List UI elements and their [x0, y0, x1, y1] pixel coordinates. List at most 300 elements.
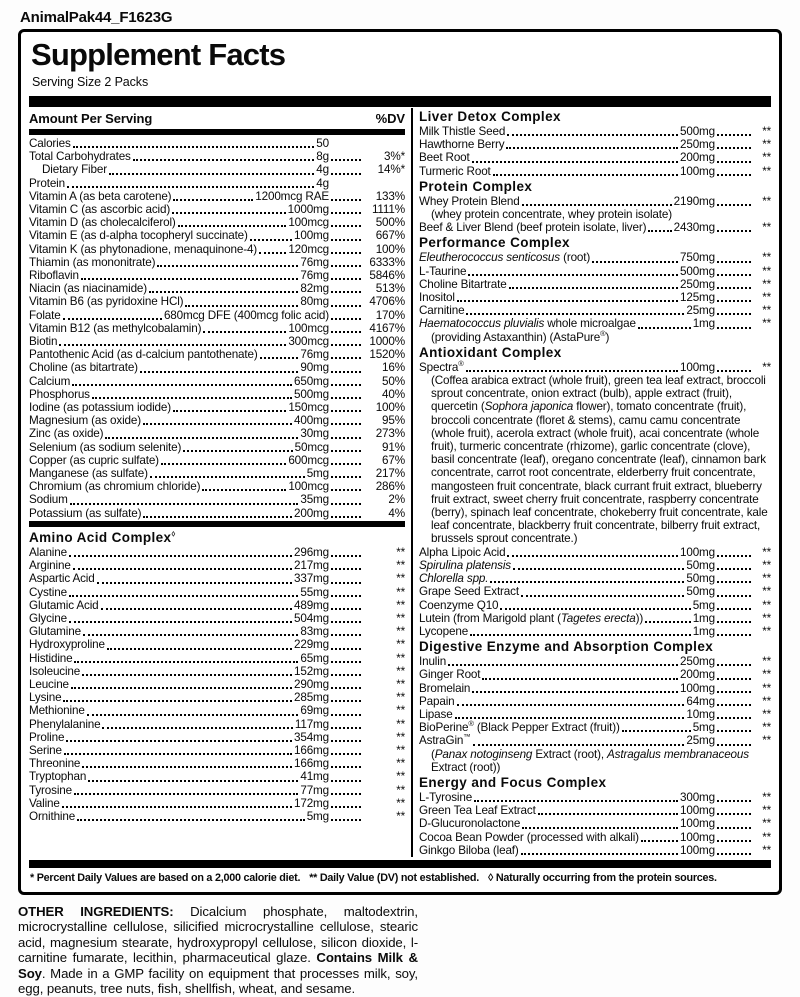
nutrient-name — [419, 221, 646, 234]
dot-leader — [331, 450, 361, 452]
nutrient-dv: 6333% — [369, 255, 405, 269]
nutrient-dv: ** — [762, 277, 771, 291]
dot-leader — [506, 147, 678, 149]
row-choline-bitartrate — [419, 278, 771, 291]
dot-leader — [183, 450, 292, 452]
row-alpha-lipoic-acid — [419, 546, 771, 559]
nutrient-amount: 489mg — [294, 598, 329, 612]
text-part: Vitamin A (as beta carotene) — [29, 189, 172, 203]
nutrient-dv: ** — [396, 691, 405, 705]
nutrient-name — [419, 708, 453, 721]
dot-leader — [107, 648, 292, 650]
nutrient-amount: 290mg — [294, 677, 329, 691]
nutrient-name — [29, 625, 81, 638]
text-part: Lipase — [419, 707, 453, 721]
nutrient-amount: 150mcg — [288, 401, 329, 415]
dot-leader — [717, 800, 751, 802]
text-part: Total Carbohydrates — [29, 150, 131, 164]
row-folate — [29, 309, 405, 322]
nutrient-name — [29, 638, 105, 651]
dot-leader — [331, 199, 361, 201]
nutrient-dv: ** — [762, 558, 771, 572]
nutrient-name — [29, 480, 200, 493]
text-part: Proline — [29, 730, 65, 744]
nutrient-amount: 2190mg — [673, 194, 715, 208]
text-part: Thiamin (as mononitrate) — [29, 255, 156, 269]
nutrient-amount: 250mg — [680, 277, 715, 291]
dot-leader — [622, 730, 691, 732]
text-part: Lysine — [29, 691, 62, 705]
divider-bar-footnote — [29, 860, 771, 868]
nutrient-dv: ** — [762, 545, 771, 559]
nutrient-name — [29, 559, 71, 572]
text-part: Inositol — [419, 291, 455, 305]
nutrient-dv: ** — [396, 611, 405, 625]
dot-leader — [522, 204, 672, 206]
dot-leader — [331, 239, 361, 241]
nutrient-dv: ** — [762, 251, 771, 265]
nutrient-dv: 14%* — [377, 163, 405, 177]
row-alanine — [29, 546, 405, 559]
text-part: Biotin — [29, 335, 58, 349]
text-part: Eleutherococcus senticosus — [419, 251, 560, 265]
text-part: Contains Milk & Soy — [18, 950, 418, 981]
row-phosphorus — [29, 388, 405, 401]
nutrient-dv: ** — [762, 194, 771, 208]
nutrient-amount: 2430mg — [673, 221, 715, 235]
dot-leader — [140, 371, 298, 373]
nutrient-name — [29, 731, 64, 744]
dot-leader — [331, 212, 361, 214]
nutrient-dv: ** — [396, 704, 405, 718]
dot-leader — [203, 331, 286, 333]
nutrient-dv: ** — [762, 572, 771, 586]
text-part: Whey Protein Blend — [419, 194, 520, 208]
nutrient-name — [419, 251, 590, 264]
text-part: Calories — [29, 137, 71, 150]
dot-leader — [77, 819, 305, 821]
dot-leader — [202, 489, 286, 491]
row-iodine-as-potassium-iodide — [29, 401, 405, 414]
ingredient-note — [419, 328, 771, 344]
nutrient-amount: 500mg — [680, 125, 715, 138]
row-chromium-as-chromium-chloride — [29, 480, 405, 493]
nutrient-dv: ** — [762, 817, 771, 831]
nutrient-dv: ** — [762, 585, 771, 599]
nutrient-name — [29, 757, 80, 770]
nutrient-dv: ** — [762, 681, 771, 695]
dot-leader — [717, 327, 751, 329]
dot-leader — [331, 291, 361, 293]
row-methionine — [29, 704, 405, 717]
dot-leader — [331, 252, 361, 254]
text-part: Histidine — [29, 651, 73, 665]
dot-leader — [474, 800, 678, 802]
dot-leader — [717, 134, 751, 136]
text-part: Alpha Lipoic Acid — [419, 545, 506, 559]
text-part: Magnesium (as oxide) — [29, 414, 141, 428]
dot-leader — [638, 327, 691, 329]
text-part: Calcium — [29, 374, 71, 388]
row-beef-liver-blend-beef-protein-isolate-liver — [419, 221, 771, 234]
dot-leader — [448, 664, 678, 666]
text-part: Antioxidant Complex — [419, 344, 562, 360]
footnote-daily-values: * Percent Daily Values are based on a 2,000 calorie diet. — [30, 871, 301, 884]
nutrient-dv: ** — [762, 611, 771, 625]
text-part: Alanine — [29, 545, 67, 559]
text-part: Valine — [29, 796, 60, 810]
dot-leader — [73, 146, 315, 148]
row-phenylalanine — [29, 718, 405, 731]
nutrient-name — [29, 229, 248, 242]
text-part: Bromelain — [419, 681, 471, 695]
nutrient-amount: 64mg — [686, 694, 715, 708]
row-cocoa-bean-powder-processed-with-alkali — [419, 831, 771, 844]
nutrient-dv: ** — [762, 598, 771, 612]
text-part: Pantothenic Acid (as d-calcium pantothenate) — [29, 348, 258, 362]
dot-leader — [717, 147, 751, 149]
dot-leader — [717, 813, 751, 815]
row-ginger-root — [419, 668, 771, 681]
nutrient-name — [29, 704, 85, 717]
nutrient-name — [419, 612, 643, 625]
dot-leader — [717, 230, 751, 232]
nutrient-dv: ** — [396, 717, 405, 731]
row-zinc-as-oxide — [29, 427, 405, 440]
dot-leader — [74, 661, 298, 663]
nutrient-amount: 100mg — [680, 804, 715, 818]
nutrient-name — [419, 817, 520, 830]
dot-leader — [331, 516, 361, 518]
dot-leader — [331, 806, 361, 808]
text-part: ( — [431, 747, 435, 761]
dot-leader — [717, 717, 751, 719]
nutrient-amount: 285mg — [294, 691, 329, 705]
nutrient-amount: 1200mcg RAE — [255, 189, 329, 203]
nutrient-amount: 117mg — [294, 717, 329, 731]
row-coenzyme-q10 — [419, 599, 771, 612]
nutrient-amount: 1mg — [692, 611, 715, 625]
dot-leader — [472, 161, 678, 163]
nutrient-amount: 750mg — [680, 251, 715, 265]
row-lycopene — [419, 625, 771, 638]
nutrient-name — [419, 165, 491, 178]
nutrient-dv: ** — [762, 221, 771, 235]
dv-column-label: %DV — [375, 111, 405, 126]
text-part: Glutamine — [29, 625, 81, 639]
row-pantothenic-acid-as-d-calcium-pantothenate — [29, 348, 405, 361]
dot-leader — [64, 753, 292, 755]
text-part: Turmeric Root — [419, 164, 491, 178]
dot-leader — [331, 568, 361, 570]
text-part: Hydroxyproline — [29, 638, 105, 652]
text-part: Carnitine — [419, 304, 465, 318]
nutrient-name — [29, 770, 86, 783]
nutrient-amount: 125mg — [680, 291, 715, 305]
row-vitamin-b12-as-methylcobalamin — [29, 322, 405, 335]
nutrient-name — [29, 203, 170, 216]
text-part: Threonine — [29, 757, 81, 771]
nutrient-amount: 25mg — [686, 734, 715, 748]
text-part: ® — [600, 328, 606, 338]
nutrient-dv: 170% — [375, 308, 405, 322]
nutrient-dv: ** — [396, 625, 405, 639]
ingredient-note — [419, 208, 771, 221]
nutrient-name — [29, 335, 57, 348]
text-part: D-Glucuronolactone — [419, 817, 521, 831]
text-part: Astragalus membranaceous — [607, 747, 749, 761]
nutrient-dv: 273% — [375, 427, 405, 441]
nutrient-name — [419, 151, 470, 164]
dot-leader — [70, 503, 299, 505]
nutrient-name — [29, 665, 80, 678]
row-thiamin-as-mononitrate — [29, 256, 405, 269]
text-part: AstraGin — [419, 734, 464, 748]
panel-columns — [29, 108, 771, 857]
text-part: Riboflavin — [29, 269, 79, 283]
nutrient-dv: ** — [762, 164, 771, 178]
footnote-protein-sources: ◊ Naturally occurring from the protein sources. — [488, 871, 717, 884]
dot-leader — [331, 397, 361, 399]
nutrient-amount: 100mg — [680, 843, 715, 857]
text-part: Beef & Liver Blend (beef protein isolate, liver) — [419, 221, 647, 235]
nutrient-amount: 35mg — [300, 493, 329, 507]
nutrient-dv: 667% — [375, 229, 405, 243]
row-calcium — [29, 375, 405, 388]
dot-leader — [185, 305, 298, 307]
dot-leader — [331, 766, 361, 768]
dot-leader — [331, 714, 361, 716]
text-part: Sodium — [29, 493, 68, 507]
nutrient-name — [29, 546, 67, 559]
dot-leader — [717, 621, 751, 623]
nutrient-dv: 100% — [375, 242, 405, 256]
dot-leader — [67, 186, 314, 188]
nutrient-amount: 80mg — [300, 295, 329, 309]
text-part: Iodine (as potassium iodide) — [29, 401, 171, 415]
nutrient-dv: ** — [762, 624, 771, 638]
row-manganese-as-sulfate — [29, 467, 405, 480]
dot-leader — [331, 265, 361, 267]
row-grape-seed-extract — [419, 585, 771, 598]
dot-leader — [172, 212, 286, 214]
dot-leader — [331, 344, 361, 346]
text-part: Energy and Focus Complex — [419, 774, 607, 790]
nutrient-name — [29, 414, 141, 427]
nutrient-dv: ** — [396, 559, 405, 573]
nutrient-amount: 50 — [316, 137, 329, 150]
nutrient-amount: 82mg — [300, 282, 329, 296]
nutrient-name — [419, 655, 446, 668]
row-riboflavin — [29, 269, 405, 282]
nutrient-amount: 296mg — [294, 545, 329, 559]
text-part: (Black Pepper Extract (fruit)) — [473, 721, 620, 735]
text-part: Tagetes erecta — [560, 611, 636, 625]
nutrient-name — [29, 137, 71, 150]
dot-leader — [331, 621, 361, 623]
row-astragin — [419, 734, 771, 747]
section-header-liver-detox-complex — [419, 108, 771, 125]
nutrient-dv: 91% — [382, 440, 405, 454]
nutrient-amount: 400mg — [294, 414, 329, 428]
nutrient-dv: ** — [762, 360, 771, 374]
text-part: Extract (root)) — [431, 760, 501, 774]
dot-leader — [178, 225, 287, 227]
row-histidine — [29, 652, 405, 665]
supplement-facts-label — [0, 9, 800, 997]
nutrient-dv: ** — [396, 796, 405, 810]
supplement-facts-panel — [18, 29, 782, 895]
nutrient-name — [29, 612, 67, 625]
dot-leader — [63, 700, 292, 702]
dot-leader — [331, 753, 361, 755]
text-part: Ginkgo Biloba (leaf) — [419, 843, 519, 857]
row-l-tyrosine — [419, 791, 771, 804]
divider-bar — [29, 521, 405, 527]
amount-per-serving-label: Amount Per Serving — [29, 111, 153, 126]
text-part: OTHER INGREDIENTS: — [18, 903, 191, 919]
dot-leader — [331, 384, 361, 386]
row-proline — [29, 731, 405, 744]
nutrient-amount: 250mg — [680, 655, 715, 669]
nutrient-name — [29, 454, 159, 467]
nutrient-name — [29, 190, 171, 203]
row-glutamic-acid — [29, 599, 405, 612]
nutrient-amount: 100mcg — [288, 216, 329, 230]
nutrient-amount: 100mg — [680, 817, 715, 831]
doc-code: AnimalPak44_F1623G — [20, 9, 173, 26]
row-vitamin-k-as-phytonadione-menaquinone-4 — [29, 243, 405, 256]
dot-leader — [717, 300, 751, 302]
dot-leader — [73, 568, 292, 570]
dot-leader — [331, 740, 361, 742]
row-sodium — [29, 493, 405, 506]
nutrient-amount: 172mg — [294, 796, 329, 810]
dot-leader — [331, 819, 361, 821]
row-leucine — [29, 678, 405, 691]
amino-acid-list — [29, 546, 405, 823]
dot-leader — [161, 463, 286, 465]
nutrient-dv: ** — [396, 743, 405, 757]
nutrient-name — [419, 265, 466, 278]
dot-leader — [331, 173, 361, 175]
text-part: Vitamin K (as phytonadione, menaquinone-4) — [29, 242, 258, 256]
nutrient-dv: 2% — [388, 493, 405, 507]
nutrient-dv: ** — [762, 668, 771, 682]
row-carnitine — [419, 304, 771, 317]
nutrient-amount: 100mg — [680, 681, 715, 695]
nutrient-name — [29, 744, 62, 757]
text-part: Niacin (as niacinamide) — [29, 282, 148, 296]
dot-leader — [149, 291, 298, 293]
nutrient-dv: 3%* — [384, 150, 405, 164]
dot-leader — [717, 581, 751, 583]
nutrient-dv: 50% — [382, 374, 405, 388]
dot-leader — [259, 252, 286, 254]
text-part: Grape Seed Extract — [419, 585, 519, 599]
dot-leader — [331, 357, 361, 359]
dot-leader — [97, 582, 292, 584]
nutrient-amount: 250mg — [680, 138, 715, 152]
nutrient-dv: ** — [762, 843, 771, 857]
nutrient-amount: 55mg — [300, 585, 329, 599]
dot-leader — [331, 661, 361, 663]
nutrient-dv: 513% — [375, 282, 405, 296]
dot-leader — [143, 423, 292, 425]
row-vitamin-e-as-d-alpha-tocopheryl-succinate — [29, 229, 405, 242]
nutrient-name — [419, 291, 455, 304]
section-header-amino-acid-complex — [29, 529, 405, 546]
nutrient-dv: 500% — [375, 216, 405, 230]
dot-leader — [717, 313, 751, 315]
dot-leader — [717, 287, 751, 289]
dot-leader — [717, 555, 751, 557]
text-part: Vitamin D (as cholecalciferol) — [29, 216, 176, 230]
nutrient-name — [29, 269, 79, 282]
row-aspartic-acid — [29, 572, 405, 585]
dot-leader — [331, 305, 361, 307]
dot-leader — [455, 717, 685, 719]
text-part: Milk Thistle Seed — [419, 125, 506, 138]
dot-leader — [82, 674, 292, 676]
text-part: Serine — [29, 743, 62, 757]
text-part: (providing Astaxanthin) (AstaPure — [431, 330, 601, 344]
nutrient-amount: 200mg — [680, 151, 715, 165]
nutrient-name — [29, 507, 141, 520]
nutrient-dv: ** — [396, 664, 405, 678]
text-part: L-Taurine — [419, 264, 467, 278]
text-part: whole microalgae — [544, 317, 636, 331]
nutrient-amount: 680mcg DFE (400mcg folic acid) — [163, 308, 329, 322]
text-part: Vitamin B6 (as pyridoxine HCl) — [29, 295, 184, 309]
nutrient-amount: 300mg — [680, 790, 715, 804]
nutrient-amount: 50mg — [686, 558, 715, 572]
nutrient-amount: 500mg — [680, 264, 715, 278]
text-part: ® — [458, 358, 464, 368]
dot-leader — [468, 274, 678, 276]
dot-leader — [470, 634, 691, 636]
row-haematococcus-pluvialis-whole-microalgae — [419, 317, 771, 330]
dot-leader — [509, 287, 678, 289]
nutrient-amount: 50mg — [686, 572, 715, 586]
dot-leader — [717, 608, 751, 610]
vertical-divider — [411, 108, 413, 857]
dot-leader — [457, 704, 685, 706]
nutrient-amount: 504mg — [294, 611, 329, 625]
dot-leader — [717, 568, 751, 570]
nutrient-dv: ** — [396, 545, 405, 559]
dot-leader — [331, 437, 361, 439]
row-bromelain — [419, 682, 771, 695]
text-part: Vitamin B12 (as methylcobalamin) — [29, 321, 202, 335]
nutrient-amount: 69mg — [300, 704, 329, 718]
dot-leader — [66, 740, 292, 742]
other-ingredients — [18, 904, 418, 997]
row-milk-thistle-seed — [419, 125, 771, 138]
row-hawthorne-berry — [419, 138, 771, 151]
text-part: Inulin — [419, 655, 447, 669]
nutrient-name — [29, 388, 90, 401]
text-part: L-Tyrosine — [419, 790, 473, 804]
row-inositol — [419, 291, 771, 304]
nutrient-dv: ** — [762, 830, 771, 844]
nutrient-name — [419, 695, 455, 708]
text-part: Papain — [419, 694, 455, 708]
text-part: ) — [605, 330, 610, 344]
nutrient-amount: 1mg — [692, 624, 715, 638]
nutrient-amount: 166mg — [294, 743, 329, 757]
text-part: Choline Bitartrate — [419, 277, 507, 291]
